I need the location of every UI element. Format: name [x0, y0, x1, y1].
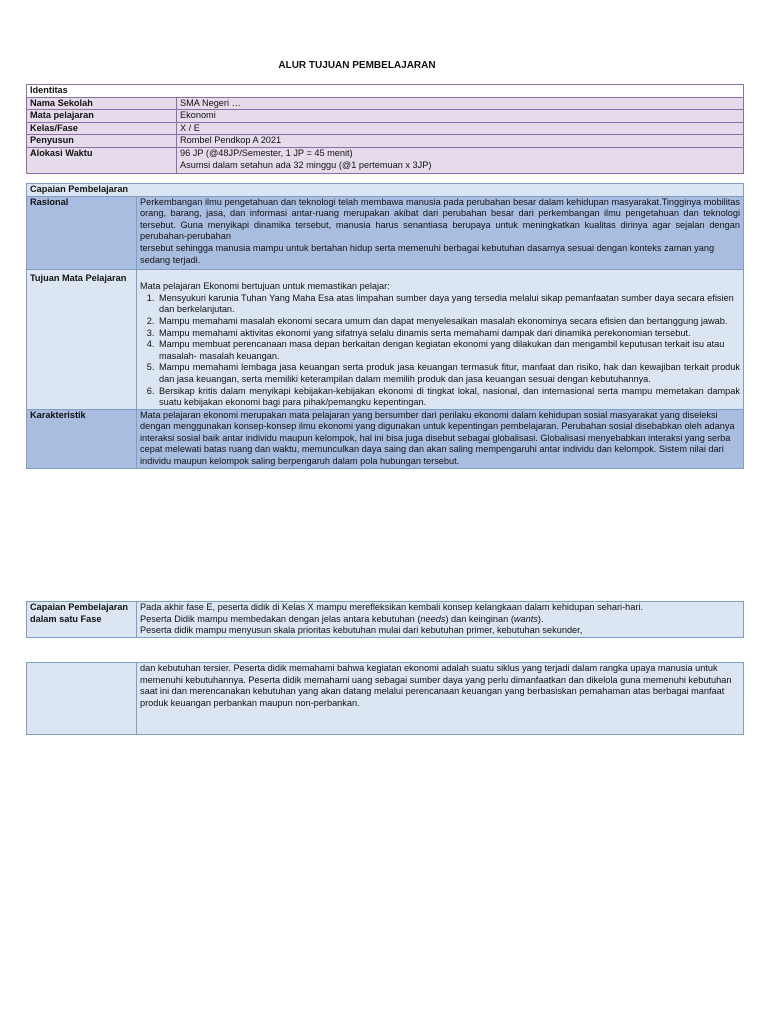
list-item: 2. Mampu memahami masalah ekonomi secara umum dan dapat menyelesaikan masalah ekonominya secara efisien dan bertanggung jawab. [157, 316, 740, 328]
list-item: 5. Mampu memahami lembaga jasa keuangan serta produk jasa keuangan termasuk fitur, manfaat dan risiko, hak dan kewajiban terkait produk dan jasa keuangan, serta memiliki keterampilan dalam memilih produk dan jasa keuangan sesuai dengan kebutuhannya. [157, 362, 740, 385]
penyusun-value: Rombel Pendkop A 2021 [177, 135, 744, 148]
alokasi-line-1: 96 JP (@48JP/Semester, 1 JP = 45 menit) [180, 147, 353, 158]
table-row [27, 409, 744, 468]
list-item: 6. Bersikap kritis dalam menyikapi kebijakan-kebijakan ekonomi di tingkat lokal, nasional, dan internasional serta mampu memetakan dampak suatu kebijakan ekonomi bagi para pihak/pemangku kepentingan. [157, 386, 740, 409]
tujuan-intro: Mata pelajaran Ekonomi bertujuan untuk memastikan pelajar: [140, 281, 390, 292]
alokasi-line-2: Asumsi dalam setahun ada 32 minggu (@1 pertemuan x 3JP) [180, 159, 432, 170]
tujuan-content [137, 270, 744, 410]
mata-pelajaran-value: Ekonomi [177, 110, 744, 123]
nama-sekolah-value: SMA Negeri … [177, 97, 744, 110]
fase-continuation-table [26, 662, 744, 735]
alokasi-waktu-value [177, 147, 744, 173]
rasional-label: Rasional [27, 196, 137, 270]
table-row [27, 602, 744, 638]
alokasi-waktu-label: Alokasi Waktu [27, 147, 177, 173]
kelas-fase-label: Kelas/Fase [27, 122, 177, 135]
table-row [27, 110, 744, 123]
table-row [27, 270, 744, 410]
table-row [27, 122, 744, 135]
identitas-header: Identitas [27, 85, 744, 98]
fase-line-2: Peserta Didik mampu membedakan dengan jelas antara kebutuhan (needs) dan keinginan (wants). [140, 613, 544, 624]
nama-sekolah-label: Nama Sekolah [27, 97, 177, 110]
table-row [27, 147, 744, 173]
list-item: 1. Mensyukuri karunia Tuhan Yang Maha Esa atas limpahan sumber daya yang tersedia melalui sikap pemanfaatan sumber daya secara efisien dan berkelanjutan. [157, 293, 740, 316]
rasional-paragraph-2: tersebut sehingga manusia mampu untuk bertahan hidup serta memenuhi berbagai kebutuhan dasarnya sesuai dengan konteks zaman yang sedang terjadi. [140, 242, 715, 265]
kelas-fase-value: X / E [177, 122, 744, 135]
identitas-table [26, 84, 744, 174]
capaian-header: Capaian Pembelajaran [27, 184, 744, 197]
karakteristik-label: Karakteristik [27, 409, 137, 468]
tujuan-label: Tujuan Mata Pelajaran [27, 270, 137, 410]
table-row [27, 135, 744, 148]
fase-continuation: dan kebutuhan tersier. Peserta didik memahami bahwa kegiatan ekonomi adalah suatu siklus yang terjadi dalam rangka upaya manusia untuk memenuhi kebutuhannya. Peserta didik memahami uang sebagai sumber daya yang perlu dimanfaatkan dan dikelola guna memenuhi kebutuhan saat ini dan merencanakan kebutuhan yang akan datang melalui perencanaan keuangan yang berbasiskan pemahaman atas berbagai manfaat produk keuangan perbankan maupun non-perbankan. [137, 663, 744, 735]
karakteristik-content: Mata pelajaran ekonomi merupakan mata pelajaran yang bersumber dari perilaku ekonomi dalam kehidupan sosial masyarakat yang diseleksi dengan menggunakan konsep-konsep ilmu ekonomi yang digunakan untuk kepentingan pembelajaran. Perubahan sosial disebabkan oleh adanya interaksi sosial baik antar individu maupun kelompok, hal ini bisa juga disebut sebagai globalisasi. Globalisasi menyebabkan interaksi yang serba cepat melewati batas ruang dan waktu, memunculkan daya saing dan akan saling mempengaruhi antar individu dan kelompok. Sistem nilai dari individu maupun kelompok saling berpengaruh dalam pola hubungan tersebut. [137, 409, 744, 468]
list-item: 3. Mampu memahami aktivitas ekonomi yang sifatnya selalu dinamis serta memahami dampak dari dinamika perekonomian tersebut. [157, 328, 740, 340]
table-row [27, 97, 744, 110]
fase-line-3: Peserta didik mampu menyusun skala prioritas kebutuhan mulai dari kebutuhan primer, kebutuhan sekunder, [140, 625, 583, 636]
rasional-paragraph-1: Perkembangan ilmu pengetahuan dan teknologi telah membawa manusia pada perubahan besar dalam kehidupan masyarakat.Tingginya mobilitas orang, barang, jasa, dan informasi antar-ruang merupakan akibat dari perubahan besar dari perkembangan ilmu pengetahuan dan teknologi tersebut. Guna menyikapi dinamika tersebut, manusia harus senantiasa berupaya untuk meningkatkan kualitas dirinya agar sejalan dengan perubahan-perubahan [140, 196, 740, 242]
fase-table [26, 601, 744, 638]
rasional-content [137, 196, 744, 270]
fase-line-1: Pada akhir fase E, peserta didik di Kelas X mampu merefleksikan kembali konsep kelangkaan dalam kehidupan sehari-hari. [140, 602, 644, 612]
empty-label-cell [27, 663, 137, 735]
table-row [27, 663, 744, 735]
list-item: 4. Mampu membuat perencanaan masa depan berkaitan dengan kegiatan ekonomi yang dilakukan dan mengambil keputusan terkait isu atau masalah- masalah keuangan. [157, 339, 740, 362]
table-row [27, 196, 744, 270]
capaian-table [26, 183, 744, 469]
fase-label: Capaian Pembelajaran dalam satu Fase [27, 602, 137, 638]
fase-content [137, 602, 744, 638]
penyusun-label: Penyusun [27, 135, 177, 148]
mata-pelajaran-label: Mata pelajaran [27, 110, 177, 123]
tujuan-list [140, 293, 740, 409]
document-title: ALUR TUJUAN PEMBELAJARAN [278, 60, 436, 71]
